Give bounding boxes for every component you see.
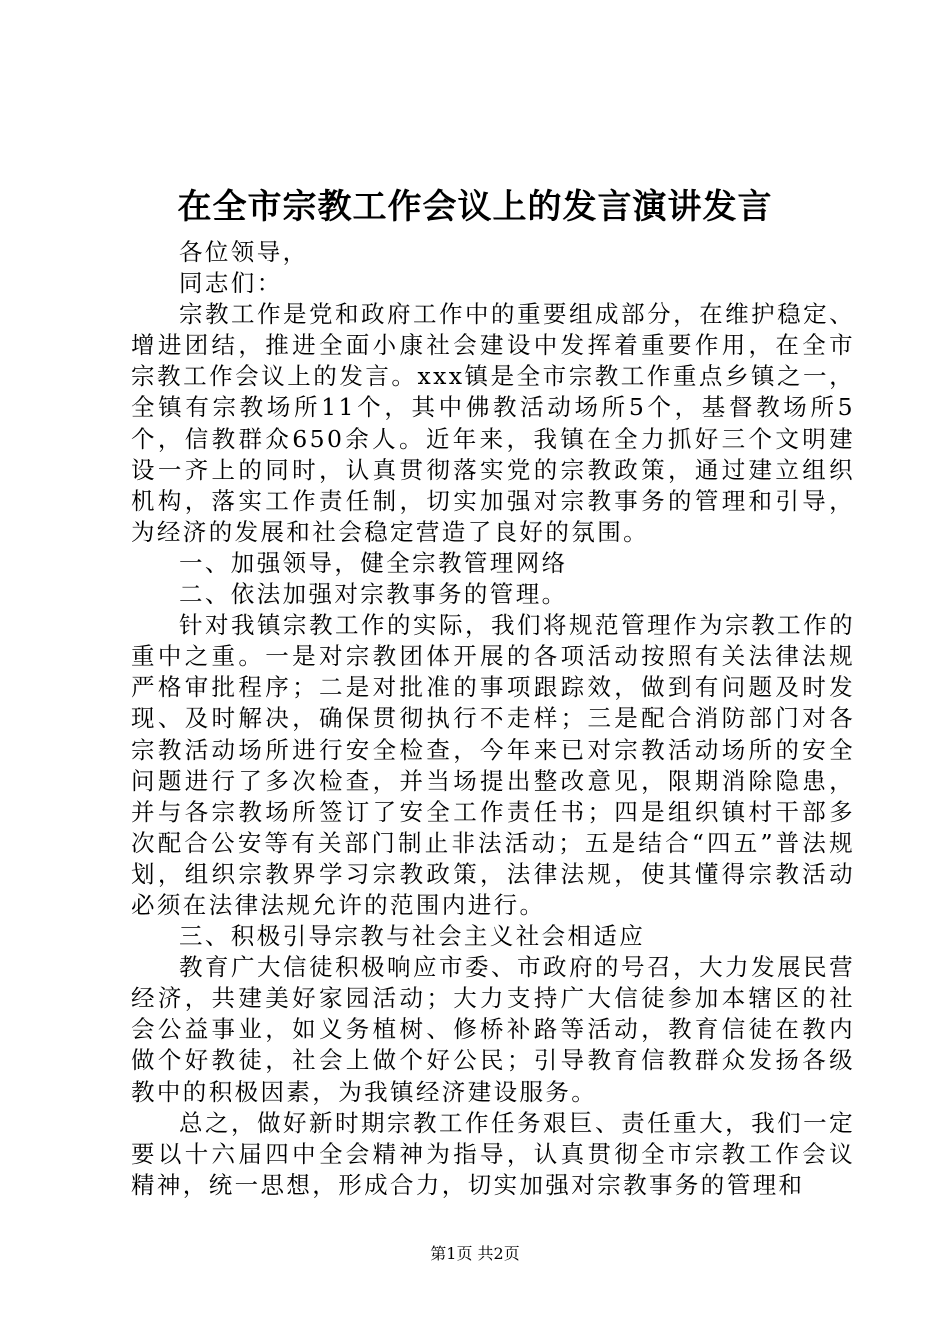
document-title: 在全市宗教工作会议上的发言演讲发言 <box>177 187 773 227</box>
section-heading-2: 二、依法加强对宗教事务的管理。 <box>179 580 568 609</box>
section-3-paragraph: 教育广大信徒积极响应市委、市政府的号召，大力发展民营经济，共建美好家园活动；大力支持广大信徒参加本辖区的社会公益事业，如义务植树、修桥补路等活动，教育信徒在教内做个好教徒，社会上做个好公民；引导教育信教群众发扬各级教中的积极因素，为我镇经济建设服务。 <box>131 953 855 1106</box>
page-number-footer: 第1页 共2页 <box>430 1244 520 1263</box>
salutation-leaders: 各位领导， <box>179 238 309 266</box>
salutation-comrades: 同志们： <box>179 269 283 298</box>
section-2-paragraph: 针对我镇宗教工作的实际，我们将规范管理作为宗教工作的重中之重。一是对宗教团体开展的各项活动按照有关法律法规严格审批程序；二是对批准的事项跟踪效，做到有问题及时发现、及时解决，确保贯彻执行不走样；三是配合消防部门对各宗教活动场所进行安全检查，今年来已对宗教活动场所的安全问题进行了多次检查，并当场提出整改意见，限期消除隐患，并与各宗教场所签订了安全工作责任书；四是组织镇村干部多次配合公安等有关部门制止非法活动；五是结合“四五”普法规划，组织宗教界学习宗教政策，法律法规，使其懂得宗教活动必须在法律法规允许的范围内进行。 <box>131 611 855 919</box>
section-heading-3: 三、积极引导宗教与社会主义社会相适应 <box>179 922 646 951</box>
conclusion-paragraph: 总之，做好新时期宗教工作任务艰巨、责任重大，我们一定要以十六届四中全会精神为指导，认真贯彻全市宗教工作会议精神，统一思想，形成合力，切实加强对宗教事务的管理和 <box>131 1108 855 1199</box>
document-body <box>131 237 855 1201</box>
intro-paragraph: 宗教工作是党和政府工作中的重要组成部分，在维护稳定、增进团结，推进全面小康社会建设中发挥着重要作用，在全市宗教工作会议上的发言。xxx镇是全市宗教工作重点乡镇之一，全镇有宗教场所11个，其中佛教活动场所5个，基督教场所5个，信教群众650余人。近年来，我镇在全力抓好三个文明建设一齐上的同时，认真贯彻落实党的宗教政策，通过建立组织机构，落实工作责任制，切实加强对宗教事务的管理和引导，为经济的发展和社会稳定营造了良好的氛围。 <box>131 300 855 546</box>
section-heading-1: 一、加强领导，健全宗教管理网络 <box>179 548 568 577</box>
